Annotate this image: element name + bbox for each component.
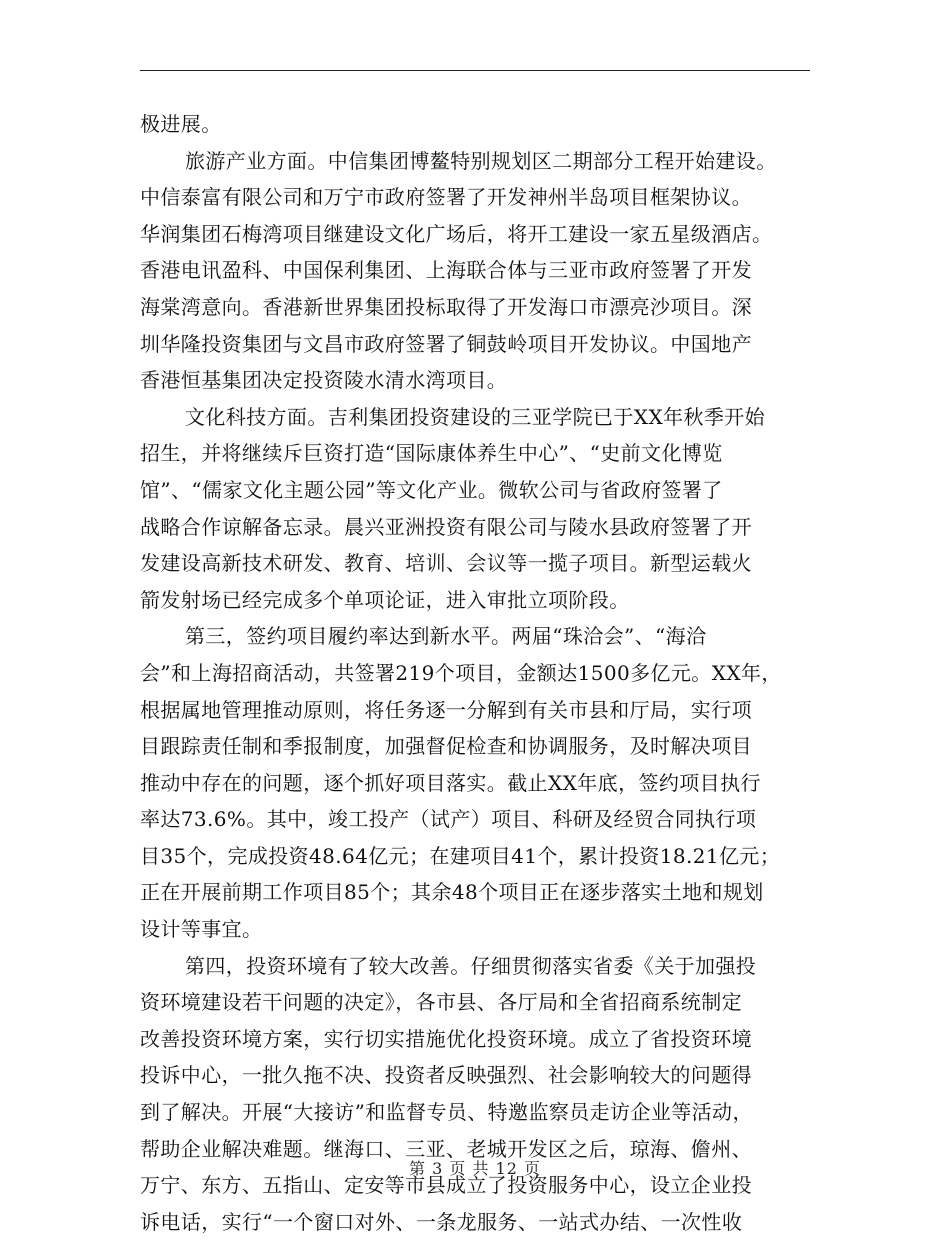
text-line: 投诉中心，一批久拖不决、投资者反映强烈、社会影响较大的问题得 <box>140 1063 752 1088</box>
text-line: 资环境建设若干问题的决定》，各市县、各厅局和全省招商系统制定 <box>140 990 742 1015</box>
text-line: 第四，投资环境有了较大改善。仔细贯彻落实省委《关于加强投 <box>185 953 757 978</box>
text-line: 招生，并将继续斥巨资打造“国际康体养生中心”、“史前文化博览 <box>140 441 723 466</box>
text-line: 根据属地管理推动原则，将任务逐一分解到有关市县和厅局，实行项 <box>140 697 752 722</box>
text-line: 箭发射场已经完成多个单项论证，进入审批立项阶段。 <box>140 587 630 612</box>
text-line: 推动中存在的问题，逐个抓好项目落实。截止XX年底，签约项目执行 <box>140 770 761 795</box>
text-line: 帮助企业解决难题。继海口、三亚、老城开发区之后，琼海、儋州、 <box>140 1136 752 1161</box>
text-line: 万宁、东方、五指山、定安等市县成立了投资服务中心，设立企业投 <box>140 1173 752 1198</box>
text-line: 第三，签约项目履约率达到新水平。两届“珠洽会”、“海洽 <box>185 624 707 649</box>
header-rule <box>140 70 810 71</box>
document-body <box>140 106 810 1240</box>
paragraph-fourth-investment-environment <box>140 948 810 1240</box>
text-line: 改善投资环境方案，实行切实措施优化投资环境。成立了省投资环境 <box>140 1026 752 1051</box>
text-line: 香港电讯盈科、中国保利集团、上海联合体与三亚市政府签署了开发 <box>140 258 752 283</box>
paragraph-tourism <box>140 143 810 399</box>
text-line: 极进展。 <box>140 112 222 136</box>
text-line: 正在开展前期工作项目85个；其余48个项目正在逐步落实土地和规划 <box>140 880 764 905</box>
text-line: 圳华隆投资集团与文昌市政府签署了铜鼓岭项目开发协议。中国地产 <box>140 331 752 356</box>
text-line: 目跟踪责任制和季报制度，加强督促检查和协调服务，及时解决项目 <box>140 734 752 759</box>
paragraph-culture-tech <box>140 399 810 619</box>
text-line: 发建设高新技术研发、教育、培训、会议等一揽子项目。新型运载火 <box>140 551 752 576</box>
text-line: 目35个，完成投资48.64亿元；在建项目41个，累计投资18.21亿元； <box>140 843 781 868</box>
text-line: 率达73.6%。其中，竣工投产（试产）项目、科研及经贸合同执行项 <box>140 807 757 832</box>
text-line: 会”和上海招商活动，共签署219个项目，金额达1500多亿元。XX年， <box>140 660 782 685</box>
paragraph-third-contract-rate <box>140 618 810 947</box>
text-line: 华润集团石梅湾项目继建设文化广场后，将开工建设一家五星级酒店。 <box>140 221 773 246</box>
text-line: 诉电话，实行“一个窗口对外、一条龙服务、一站式办结、一次性收 <box>140 1209 743 1234</box>
page-number-footer: 第 3 页 共 12 页 <box>409 1159 541 1178</box>
text-line: 到了解决。开展“大接访”和监督专员、特邀监察员走访企业等活动， <box>140 1100 753 1125</box>
paragraph-continuation <box>140 106 810 143</box>
text-line: 香港恒基集团决定投资陵水清水湾项目。 <box>140 368 508 393</box>
text-line: 馆”、“儒家文化主题公园”等文化产业。微软公司与省政府签署了 <box>140 477 723 502</box>
text-line: 设计等事宜。 <box>140 917 263 942</box>
text-line: 文化科技方面。吉利集团投资建设的三亚学院已于XX年秋季开始 <box>185 404 766 429</box>
text-line: 中信泰富有限公司和万宁市政府签署了开发神州半岛项目框架协议。 <box>140 185 752 210</box>
text-line: 战略合作谅解备忘录。晨兴亚洲投资有限公司与陵水县政府签署了开 <box>140 514 752 539</box>
text-line: 旅游产业方面。中信集团博鳌特别规划区二期部分工程开始建设。 <box>185 148 777 173</box>
text-line: 海棠湾意向。香港新世界集团投标取得了开发海口市漂亮沙项目。深 <box>140 294 752 319</box>
